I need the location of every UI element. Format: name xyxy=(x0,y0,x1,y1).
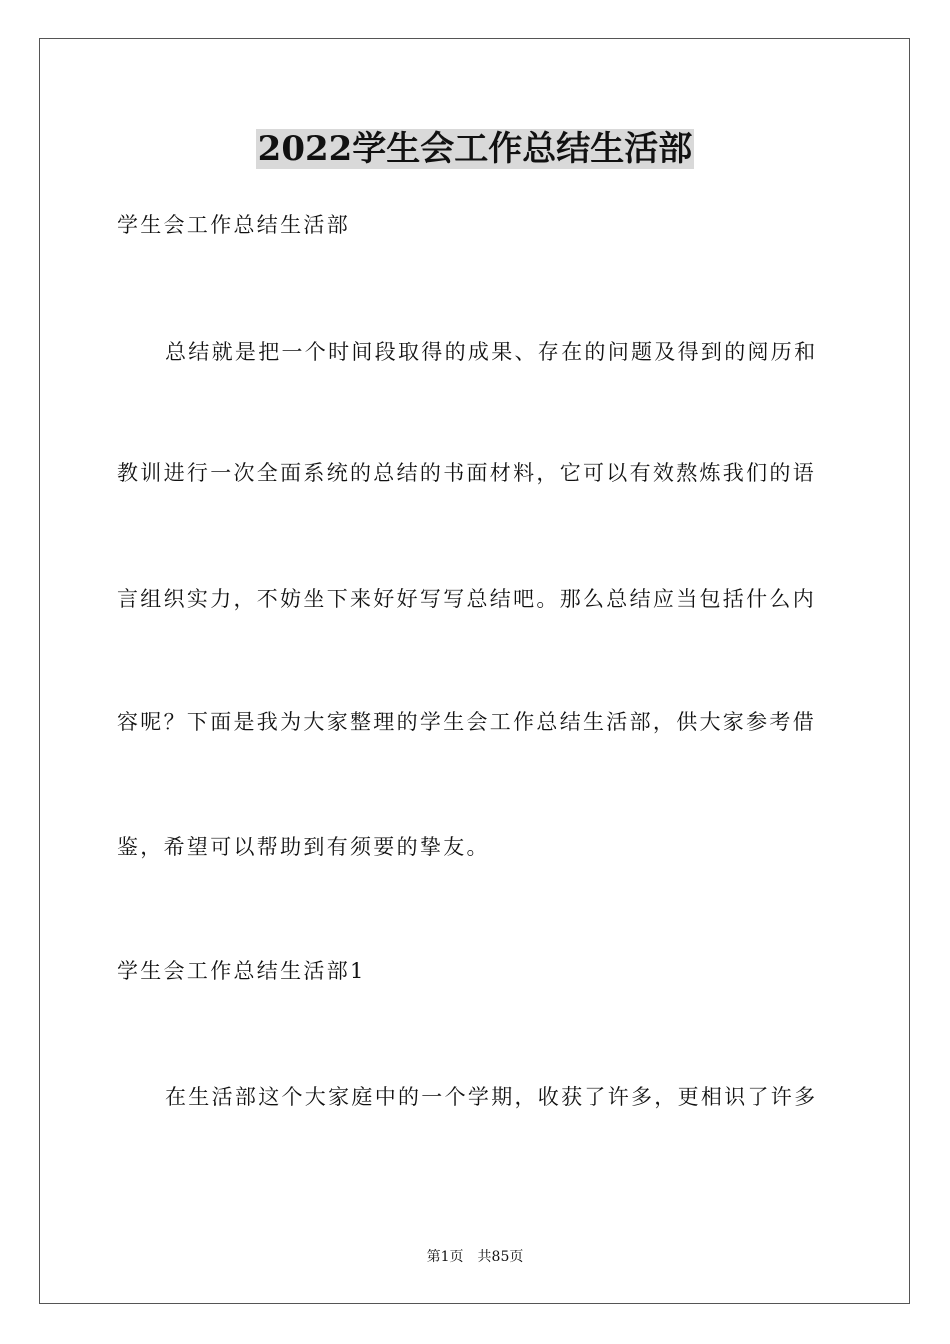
page-footer xyxy=(0,1248,950,1266)
paragraph-line: 在生活部这个大家庭中的一个学期，收获了许多，更相识了许多 xyxy=(165,1085,818,1109)
paragraph-line: 容呢？下面是我为大家整理的学生会工作总结生活部，供大家参考借 xyxy=(117,710,816,734)
page-number: 第1页 xyxy=(426,1249,464,1265)
section-heading: 学生会工作总结生活部1 xyxy=(117,959,366,983)
document-title xyxy=(0,126,950,172)
document-title-text: 2022学生会工作总结生活部 xyxy=(257,129,693,169)
paragraph-line: 鉴，希望可以帮助到有须要的挚友。 xyxy=(117,835,490,859)
paragraph-line: 言组织实力，不妨坐下来好好写写总结吧。那么总结应当包括什么内 xyxy=(117,587,816,611)
subtitle-line: 学生会工作总结生活部 xyxy=(117,213,350,237)
paragraph-line: 教训进行一次全面系统的总结的书面材料，它可以有效熬炼我们的语 xyxy=(117,461,816,485)
paragraph-line: 总结就是把一个时间段取得的成果、存在的问题及得到的阅历和 xyxy=(165,340,818,364)
page-total: 共85页 xyxy=(477,1249,524,1265)
